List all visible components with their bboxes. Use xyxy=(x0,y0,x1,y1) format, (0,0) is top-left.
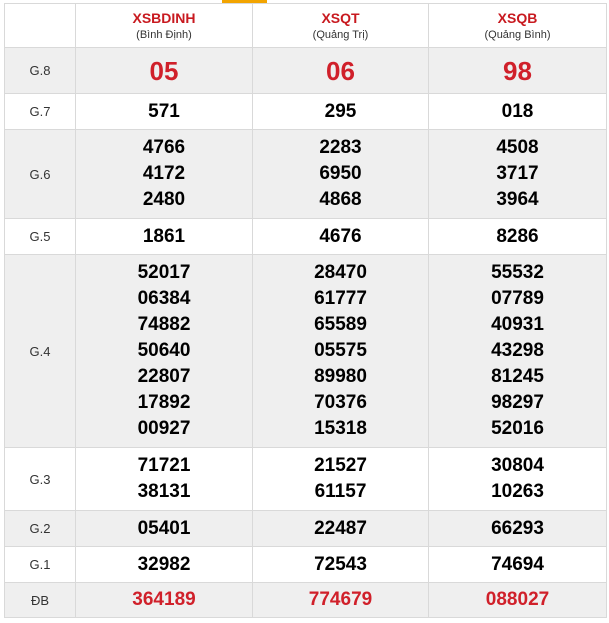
result-cell xyxy=(429,583,607,618)
result-number: 55532 xyxy=(491,262,544,283)
result-cell xyxy=(253,219,429,255)
result-number: 6950 xyxy=(319,163,362,184)
result-cell xyxy=(429,511,607,547)
result-number: 81245 xyxy=(491,366,544,387)
result-number: 50640 xyxy=(137,340,191,361)
prize-row-g7 xyxy=(5,94,607,130)
province-code-link[interactable]: XSQT xyxy=(321,9,360,26)
result-number: 1861 xyxy=(142,225,186,247)
result-number: 05575 xyxy=(314,340,367,361)
prize-label: G.4 xyxy=(5,255,76,448)
result-number: 74882 xyxy=(137,314,191,335)
result-number: 89980 xyxy=(314,366,367,387)
province-code-link[interactable]: XSBDINH xyxy=(132,9,196,26)
result-number: 98 xyxy=(503,55,532,86)
result-number: 3717 xyxy=(496,163,539,184)
result-number: 4172 xyxy=(142,163,186,184)
result-number: 61157 xyxy=(314,481,367,502)
result-number: 2480 xyxy=(142,189,186,210)
lottery-results-table xyxy=(4,3,607,618)
result-number: 05401 xyxy=(137,517,191,539)
result-cell xyxy=(76,219,253,255)
result-cell xyxy=(253,48,429,94)
province-header-qb xyxy=(429,4,607,48)
header-row xyxy=(5,4,607,48)
result-cell xyxy=(76,547,253,583)
result-number: 52017 xyxy=(137,262,191,283)
result-number: 32982 xyxy=(137,553,191,575)
province-code-link[interactable]: XSQB xyxy=(497,9,538,26)
prize-row-g3 xyxy=(5,448,607,511)
province-name: (Bình Định) xyxy=(136,28,192,41)
header-corner xyxy=(5,4,76,48)
prize-row-g8 xyxy=(5,48,607,94)
result-number: 774679 xyxy=(308,589,373,610)
result-number: 22807 xyxy=(137,366,191,387)
result-number: 40931 xyxy=(491,314,544,335)
prize-row-g2 xyxy=(5,511,607,547)
result-cell xyxy=(429,255,607,448)
result-number: 3964 xyxy=(496,189,539,210)
result-number: 38131 xyxy=(137,481,191,502)
result-number: 06384 xyxy=(137,288,191,309)
result-cell xyxy=(76,511,253,547)
prize-label: G.1 xyxy=(5,547,76,583)
prize-row-special xyxy=(5,583,607,618)
result-number: 66293 xyxy=(491,517,544,539)
result-number: 17892 xyxy=(137,392,191,413)
result-cell xyxy=(429,547,607,583)
result-number: 74694 xyxy=(491,553,544,575)
result-cell xyxy=(76,255,253,448)
result-cell xyxy=(253,130,429,219)
result-cell xyxy=(429,130,607,219)
result-cell xyxy=(253,448,429,511)
province-name: (Quảng Bình) xyxy=(484,28,551,41)
result-number: 018 xyxy=(501,100,534,122)
result-number: 4766 xyxy=(142,137,186,158)
result-cell xyxy=(253,511,429,547)
result-cell xyxy=(76,130,253,219)
result-number: 52016 xyxy=(491,418,544,439)
prize-label: G.3 xyxy=(5,448,76,511)
result-number: 8286 xyxy=(496,225,539,247)
prize-label: G.2 xyxy=(5,511,76,547)
result-number: 61777 xyxy=(314,288,367,309)
province-name: (Quảng Trị) xyxy=(312,28,369,41)
result-cell xyxy=(429,48,607,94)
prize-label: G.6 xyxy=(5,130,76,219)
result-number: 65589 xyxy=(314,314,367,335)
result-cell xyxy=(76,48,253,94)
result-number: 28470 xyxy=(314,262,367,283)
prize-label: G.7 xyxy=(5,94,76,130)
prize-row-g1 xyxy=(5,547,607,583)
result-number: 571 xyxy=(148,100,180,122)
province-header-qt xyxy=(253,4,429,48)
result-number: 71721 xyxy=(137,455,191,476)
result-number: 295 xyxy=(324,100,357,122)
result-number: 4508 xyxy=(496,137,539,158)
result-number: 22487 xyxy=(314,517,367,539)
result-number: 4676 xyxy=(319,225,362,247)
result-cell xyxy=(429,448,607,511)
result-cell xyxy=(76,583,253,618)
result-number: 15318 xyxy=(314,418,367,439)
result-number: 00927 xyxy=(137,418,191,439)
result-number: 07789 xyxy=(491,288,544,309)
result-number: 43298 xyxy=(491,340,544,361)
prize-label: ĐB xyxy=(5,583,76,618)
result-number: 72543 xyxy=(314,553,367,575)
result-cell xyxy=(76,448,253,511)
result-cell xyxy=(76,94,253,130)
result-cell xyxy=(253,255,429,448)
result-number: 06 xyxy=(326,55,355,86)
result-number: 10263 xyxy=(491,481,544,502)
prize-label: G.8 xyxy=(5,48,76,94)
result-cell xyxy=(429,94,607,130)
result-cell xyxy=(253,583,429,618)
result-cell xyxy=(429,219,607,255)
result-number: 088027 xyxy=(485,589,550,610)
result-number: 05 xyxy=(149,55,179,86)
province-header-bdinh xyxy=(76,4,253,48)
prize-label: G.5 xyxy=(5,219,76,255)
prize-row-g4 xyxy=(5,255,607,448)
result-number: 30804 xyxy=(491,455,544,476)
result-number: 2283 xyxy=(319,137,362,158)
result-number: 21527 xyxy=(314,455,367,476)
result-cell xyxy=(253,94,429,130)
result-cell xyxy=(253,547,429,583)
result-number: 70376 xyxy=(314,392,367,413)
result-number: 364189 xyxy=(132,589,196,610)
result-number: 98297 xyxy=(491,392,544,413)
prize-row-g6 xyxy=(5,130,607,219)
result-number: 4868 xyxy=(319,189,362,210)
prize-row-g5 xyxy=(5,219,607,255)
